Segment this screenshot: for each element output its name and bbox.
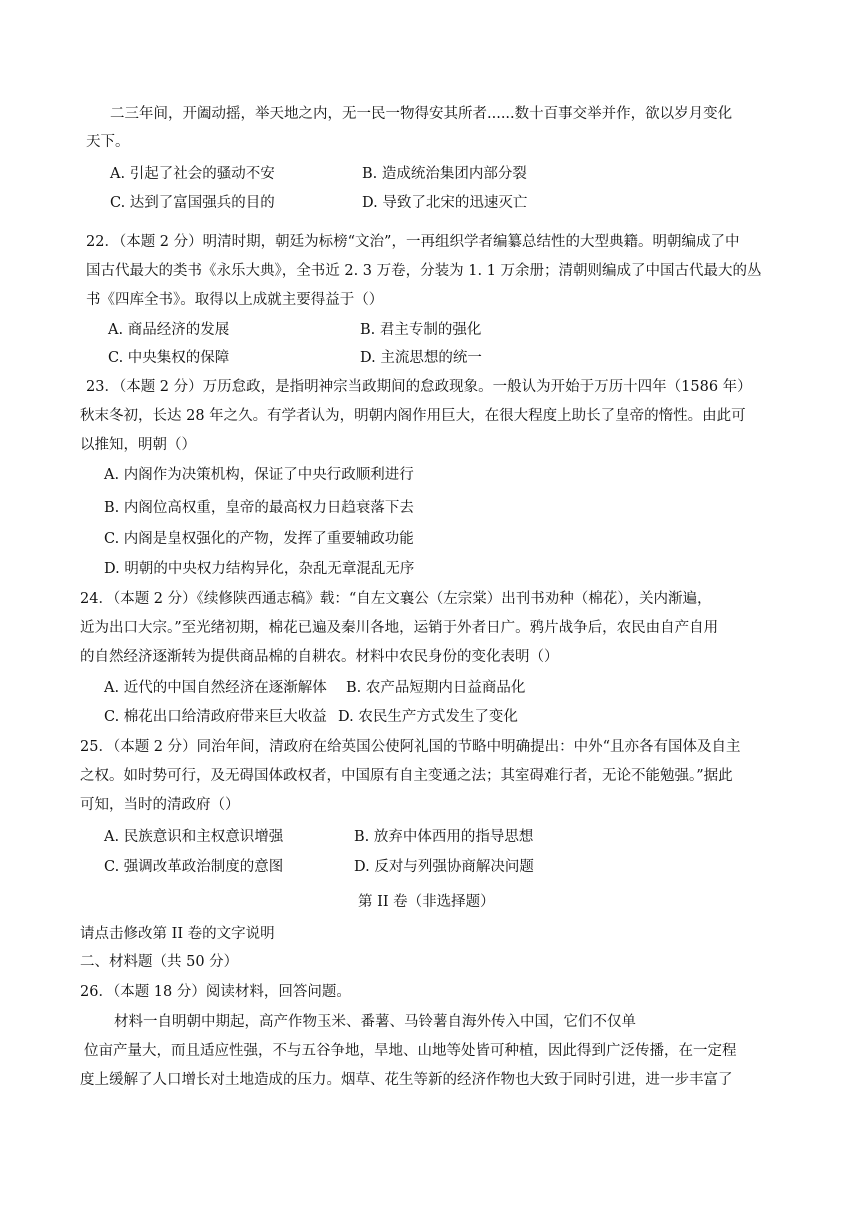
q23-option-c: C. 内阁是皇权强化的产物，发挥了重要辅政功能 [104,531,414,547]
q21-option-b: B. 造成统治集团内部分裂 [362,166,527,182]
q22-text-line3: 书《四库全书》。取得以上成就主要得益于（） [86,292,384,308]
q23-text-line3: 以推知，明朝（） [80,437,196,453]
q25-option-c: C. 强调改革政治制度的意图 [104,859,284,875]
q24-text-line3: 的自然经济逐渐转为提供商品棉的自耕农。材料中农民身份的变化表明（） [80,649,559,665]
q23-option-d: D. 明朝的中央权力结构异化，杂乱无章混乱无序 [104,561,415,577]
q25-text-line1: 25．（本题 2 分）同治年间，清政府在给英国公使阿礼国的节略中明确提出：中外“且亦各有国体及自主 [80,739,741,755]
q24-option-a: A. 近代的中国自然经济在逐渐解体 [104,680,327,696]
q26-text-line4: 度上缓解了人口增长对土地造成的压力。烟草、花生等新的经济作物也大致于同时引进，进一步丰富了 [80,1072,733,1088]
section-heading: 第 II 卷（非选择题） [358,894,495,910]
q24-option-c: C. 棉花出口给清政府带来巨大收益 [104,709,327,725]
q22-option-d: D. 主流思想的统一 [360,350,482,366]
q25-option-a: A. 民族意识和主权意识增强 [104,829,284,845]
q22-option-c: C. 中央集权的保障 [108,350,230,366]
q25-option-b: B. 放弃中体西用的指导思想 [354,829,534,845]
q22-option-a: A. 商品经济的发展 [108,322,230,338]
q21-option-a: A. 引起了社会的骚动不安 [110,166,275,182]
q23-option-b: B. 内阁位高权重，皇帝的最高权力日趋衰落下去 [104,500,414,516]
q22-text-line1: 22．（本题 2 分）明清时期，朝廷为标榜“文治”，一再组织学者编纂总结性的大型典籍。明朝编成了中 [86,234,740,250]
q24-option-b: B. 农产品短期内日益商品化 [346,680,526,696]
q24-text-line1: 24．（本题 2 分）《续修陕西通志稿》载：“自左文襄公（左宗棠）出刊书劝种（棉花），关内渐遍， [80,591,712,607]
part-heading: 二、材料题（共 50 分） [80,954,239,970]
q26-text-line3: 位亩产量大，而且适应性强，不与五谷争地，旱地、山地等处皆可种植，因此得到广泛传播，在一定程 [84,1043,737,1059]
q23-option-a: A. 内阁作为决策机构，保证了中央行政顺利进行 [104,467,414,483]
q24-option-d: D. 农民生产方式发生了变化 [338,709,518,725]
q26-text-line2: 材料一自明朝中期起，高产作物玉米、番薯、马铃薯自海外传入中国，它们不仅单 [114,1014,636,1030]
q21-option-c: C. 达到了富国强兵的目的 [110,195,275,211]
q21-text-line1: 二三年间，开阖动摇，举天地之内，无一民一物得安其所者......数十百事交举并作，欲以岁月变化 [110,106,733,122]
q24-text-line2: 近为出口大宗。”至光绪初期，棉花已遍及秦川各地，运销于外者日广。鸦片战争后，农民由自产自用 [80,620,719,636]
q25-text-line2: 之权。如时势可行，及无碍国体政权者，中国原有自主变通之法；其室碍难行者，无论不能勉强。”据此 [80,768,733,784]
q21-option-d: D. 导致了北宋的迅速灭亡 [362,195,528,211]
q23-text-line1: 23．（本题 2 分）万历怠政，是指明神宗当政期间的怠政现象。一般认为开始于万历十四年（1586 年） [86,379,752,395]
q25-option-d: D. 反对与列强协商解决问题 [354,859,534,875]
q22-text-line2: 国古代最大的类书《永乐大典》，全书近 2. 3 万卷，分装为 1. 1 万余册；清朝则编成了中国古代最大的丛 [86,263,762,279]
q22-option-b: B. 君主专制的强化 [360,322,482,338]
section-note: 请点击修改第 II 卷的文字说明 [80,926,275,942]
q25-text-line3: 可知，当时的清政府（） [80,797,240,813]
q23-text-line2: 秋末冬初，长达 28 年之久。有学者认为，明朝内阁作用巨大，在很大程度上助长了皇帝的惰性。由此可 [80,408,746,424]
q21-text-line2: 天下。 [86,134,130,150]
q26-text-line1: 26．（本题 18 分）阅读材料，回答问题。 [80,984,351,1000]
